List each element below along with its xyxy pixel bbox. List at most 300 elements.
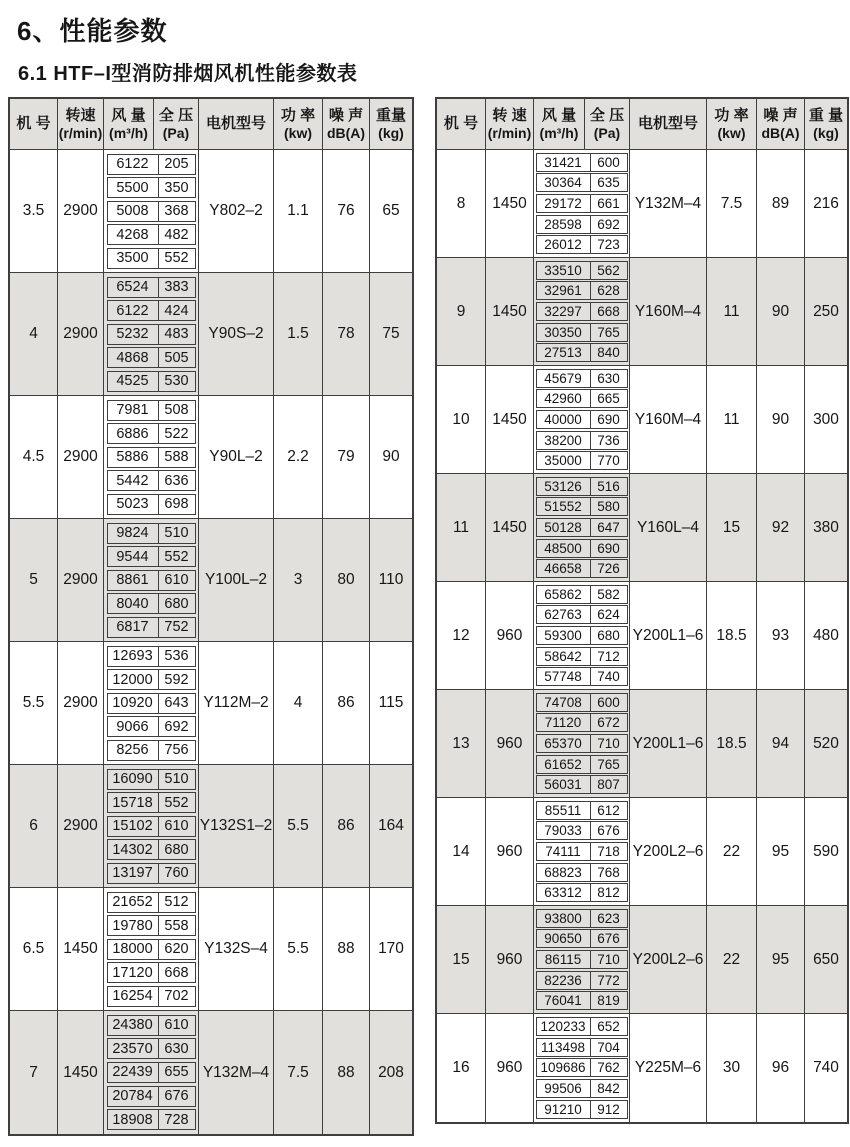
pressure-value: 772 bbox=[597, 972, 620, 988]
flow-value: 17120 bbox=[108, 963, 159, 982]
pressure-value: 760 bbox=[164, 865, 189, 881]
power-cell: 11 bbox=[707, 366, 757, 474]
pressure-value: 562 bbox=[597, 262, 620, 278]
column-header-label: 风 量 bbox=[541, 106, 577, 124]
column-header-label: 全 压 bbox=[589, 106, 625, 124]
flow-pressure-row bbox=[536, 1100, 628, 1119]
flow-pressure-row bbox=[107, 371, 196, 392]
flow-pressure-row bbox=[107, 1015, 196, 1036]
noise-cell: 96 bbox=[757, 1014, 805, 1122]
fan-number-cell: 4.5 bbox=[10, 396, 58, 519]
weight-cell: 480 bbox=[805, 582, 847, 690]
column-header bbox=[805, 99, 847, 150]
pressure-value: 740 bbox=[597, 669, 620, 685]
power-cell: 5.5 bbox=[274, 765, 323, 888]
motor-model-cell: Y200L1–6 bbox=[630, 582, 707, 690]
noise-cell: 95 bbox=[757, 906, 805, 1014]
column-header-unit: (r/min) bbox=[487, 124, 532, 141]
flow-pressure-row bbox=[536, 323, 628, 342]
fan-number-cell: 11 bbox=[437, 474, 486, 582]
flow-pressure-row bbox=[107, 740, 196, 761]
pressure-value: 690 bbox=[597, 540, 620, 556]
pressure-value: 636 bbox=[164, 472, 189, 489]
flow-pressure-cell bbox=[104, 765, 199, 888]
motor-model-cell: Y160L–4 bbox=[630, 474, 707, 582]
pressure-value: 205 bbox=[164, 156, 189, 172]
pressure-value: 530 bbox=[164, 373, 189, 389]
flow-value: 42960 bbox=[537, 390, 591, 407]
motor-model-cell: Y100L–2 bbox=[199, 519, 274, 642]
speed-cell: 960 bbox=[486, 582, 534, 690]
pressure-value: 819 bbox=[597, 993, 620, 1009]
speed-cell: 960 bbox=[486, 798, 534, 906]
weight-cell: 110 bbox=[370, 519, 412, 642]
flow-value: 63312 bbox=[537, 884, 591, 901]
flow-pressure-row bbox=[107, 716, 196, 737]
noise-cell: 93 bbox=[757, 582, 805, 690]
flow-pressure-row bbox=[107, 816, 196, 837]
pressure-value: 676 bbox=[597, 823, 620, 839]
flow-value: 120233 bbox=[537, 1018, 591, 1035]
power-cell: 1.1 bbox=[274, 150, 323, 273]
flow-value: 30350 bbox=[537, 324, 591, 341]
motor-model-cell: Y112M–2 bbox=[199, 642, 274, 765]
pressure-value: 672 bbox=[597, 715, 620, 731]
flow-value: 32297 bbox=[537, 303, 591, 320]
pressure-value: 630 bbox=[164, 1040, 189, 1057]
weight-cell: 250 bbox=[805, 258, 847, 366]
noise-cell: 92 bbox=[757, 474, 805, 582]
power-cell: 22 bbox=[707, 798, 757, 906]
flow-value: 29172 bbox=[537, 195, 591, 212]
flow-pressure-row bbox=[107, 617, 196, 638]
flow-pressure-row bbox=[536, 1038, 628, 1057]
flow-value: 38200 bbox=[537, 432, 591, 449]
power-cell: 4 bbox=[274, 642, 323, 765]
pressure-value: 736 bbox=[597, 432, 620, 448]
flow-value: 65862 bbox=[537, 586, 591, 603]
flow-value: 20784 bbox=[108, 1087, 159, 1106]
flow-value: 31421 bbox=[537, 154, 591, 171]
flow-pressure-cell bbox=[534, 150, 630, 258]
pressure-value: 510 bbox=[164, 771, 189, 787]
flow-value: 28598 bbox=[537, 216, 591, 233]
flow-value: 56031 bbox=[537, 776, 591, 793]
flow-value: 8256 bbox=[108, 741, 159, 760]
pressure-value: 680 bbox=[164, 841, 189, 858]
fan-number-cell: 7 bbox=[10, 1011, 58, 1134]
flow-pressure-row bbox=[536, 667, 628, 686]
motor-model-cell: Y802–2 bbox=[199, 150, 274, 273]
power-cell: 7.5 bbox=[707, 150, 757, 258]
flow-value: 8861 bbox=[108, 571, 159, 590]
flow-pressure-cell bbox=[104, 519, 199, 642]
column-header-label: 全 压 bbox=[158, 106, 194, 124]
column-header-label: 噪 声 bbox=[763, 106, 798, 124]
power-cell: 18.5 bbox=[707, 582, 757, 690]
pressure-value: 612 bbox=[597, 802, 620, 818]
pressure-value: 812 bbox=[597, 885, 620, 901]
flow-pressure-row bbox=[107, 693, 196, 714]
flow-value: 5008 bbox=[108, 202, 159, 221]
flow-pressure-row bbox=[107, 915, 196, 936]
pressure-value: 842 bbox=[597, 1081, 620, 1097]
pressure-value: 628 bbox=[597, 283, 620, 299]
performance-table-left bbox=[8, 97, 414, 1136]
flow-value: 23570 bbox=[108, 1039, 159, 1058]
column-header-unit: dB(A) bbox=[326, 124, 366, 141]
flow-pressure-row bbox=[536, 909, 628, 928]
flow-pressure-row bbox=[107, 494, 196, 515]
flow-value: 15718 bbox=[108, 793, 159, 812]
column-header-label: 机 号 bbox=[16, 115, 51, 132]
flow-pressure-row bbox=[107, 523, 196, 544]
column-header-label: 重 量 bbox=[808, 106, 844, 124]
speed-cell: 1450 bbox=[486, 474, 534, 582]
fan-number-cell: 6.5 bbox=[10, 888, 58, 1011]
pressure-value: 368 bbox=[164, 203, 189, 219]
flow-pressure-row bbox=[536, 863, 628, 882]
flow-pressure-row bbox=[107, 447, 196, 468]
page-subtitle: 6.1 HTF–I型消防排烟风机性能参数表 bbox=[18, 63, 358, 85]
pressure-value: 510 bbox=[164, 525, 189, 541]
column-header-label: 噪 声 bbox=[328, 106, 364, 124]
flow-value: 4268 bbox=[108, 225, 159, 244]
flow-value: 59300 bbox=[537, 627, 591, 644]
flow-value: 6817 bbox=[108, 618, 159, 637]
pressure-value: 635 bbox=[597, 175, 620, 191]
flow-pressure-row bbox=[107, 300, 196, 321]
flow-pressure-row bbox=[536, 755, 628, 774]
weight-cell: 75 bbox=[370, 273, 412, 396]
flow-pressure-cell bbox=[104, 396, 199, 519]
flow-value: 91210 bbox=[537, 1101, 591, 1118]
pressure-value: 522 bbox=[164, 425, 189, 442]
flow-value: 65370 bbox=[537, 735, 591, 752]
flow-pressure-row bbox=[107, 570, 196, 591]
flow-value: 22439 bbox=[108, 1063, 159, 1082]
flow-value: 6886 bbox=[108, 424, 159, 443]
pressure-value: 712 bbox=[597, 648, 620, 664]
flow-pressure-row bbox=[536, 585, 628, 604]
flow-value: 21652 bbox=[108, 893, 159, 912]
flow-value: 61652 bbox=[537, 756, 591, 773]
motor-model-cell: Y160M–4 bbox=[630, 366, 707, 474]
flow-value: 62763 bbox=[537, 606, 591, 623]
speed-cell: 1450 bbox=[486, 150, 534, 258]
pressure-value: 383 bbox=[164, 279, 189, 295]
pressure-value: 840 bbox=[597, 345, 620, 361]
column-header bbox=[323, 99, 370, 150]
noise-cell: 94 bbox=[757, 690, 805, 798]
flow-pressure-cell bbox=[534, 1014, 630, 1122]
flow-pressure-row bbox=[536, 451, 628, 470]
flow-pressure-row bbox=[107, 248, 196, 269]
column-header bbox=[630, 99, 707, 150]
flow-value: 32961 bbox=[537, 282, 591, 299]
column-header-unit: (Pa) bbox=[162, 124, 190, 141]
flow-value: 18908 bbox=[108, 1110, 159, 1129]
flow-pressure-cell bbox=[104, 642, 199, 765]
column-header bbox=[10, 99, 58, 150]
power-cell: 30 bbox=[707, 1014, 757, 1122]
flow-value: 4868 bbox=[108, 348, 159, 367]
column-header bbox=[707, 99, 757, 150]
column-header bbox=[104, 99, 154, 150]
pressure-value: 702 bbox=[164, 988, 189, 1004]
column-header bbox=[370, 99, 412, 150]
flow-pressure-row bbox=[536, 302, 628, 321]
flow-value: 12693 bbox=[108, 647, 159, 666]
column-header-unit: (kw) bbox=[717, 124, 746, 141]
flow-pressure-cell bbox=[534, 582, 630, 690]
flow-pressure-cell bbox=[534, 906, 630, 1014]
column-header bbox=[58, 99, 104, 150]
pressure-value: 652 bbox=[597, 1018, 620, 1034]
speed-cell: 960 bbox=[486, 1014, 534, 1122]
pressure-value: 600 bbox=[597, 694, 620, 710]
flow-pressure-row bbox=[536, 605, 628, 624]
flow-value: 58642 bbox=[537, 648, 591, 665]
power-cell: 18.5 bbox=[707, 690, 757, 798]
flow-pressure-cell bbox=[104, 888, 199, 1011]
column-header bbox=[199, 99, 274, 150]
motor-model-cell: Y132M–4 bbox=[630, 150, 707, 258]
weight-cell: 170 bbox=[370, 888, 412, 1011]
flow-value: 15102 bbox=[108, 817, 159, 836]
flow-value: 74708 bbox=[537, 694, 591, 711]
flow-pressure-row bbox=[536, 775, 628, 794]
flow-pressure-row bbox=[536, 971, 628, 990]
flow-pressure-row bbox=[107, 593, 196, 614]
pressure-value: 726 bbox=[597, 561, 620, 577]
flow-pressure-row bbox=[107, 324, 196, 345]
flow-pressure-row bbox=[536, 1058, 628, 1077]
column-header bbox=[534, 99, 585, 150]
flow-value: 27513 bbox=[537, 344, 591, 361]
flow-pressure-row bbox=[536, 1017, 628, 1036]
pressure-value: 692 bbox=[164, 718, 189, 735]
column-header-label: 转速 bbox=[65, 106, 96, 124]
column-header-label: 电机型号 bbox=[205, 115, 266, 132]
flow-value: 71120 bbox=[537, 714, 591, 731]
fan-number-cell: 5.5 bbox=[10, 642, 58, 765]
column-header bbox=[274, 99, 323, 150]
flow-value: 50128 bbox=[537, 519, 591, 536]
noise-cell: 90 bbox=[757, 366, 805, 474]
noise-cell: 86 bbox=[323, 642, 370, 765]
flow-value: 48500 bbox=[537, 540, 591, 557]
pressure-value: 512 bbox=[164, 894, 189, 910]
fan-number-cell: 6 bbox=[10, 765, 58, 888]
flow-pressure-row bbox=[536, 626, 628, 645]
weight-cell: 90 bbox=[370, 396, 412, 519]
flow-pressure-row bbox=[536, 559, 628, 578]
flow-value: 109686 bbox=[537, 1059, 591, 1076]
speed-cell: 2900 bbox=[58, 396, 104, 519]
flow-pressure-cell bbox=[534, 366, 630, 474]
flow-pressure-row bbox=[536, 235, 628, 254]
flow-value: 9544 bbox=[108, 547, 159, 566]
flow-pressure-cell bbox=[534, 474, 630, 582]
flow-pressure-row bbox=[536, 343, 628, 362]
flow-value: 6524 bbox=[108, 278, 159, 297]
flow-pressure-row bbox=[107, 839, 196, 860]
column-header-label: 重量 bbox=[375, 106, 406, 124]
pressure-value: 643 bbox=[164, 695, 189, 711]
pressure-value: 552 bbox=[164, 794, 189, 811]
flow-value: 33510 bbox=[537, 262, 591, 279]
noise-cell: 88 bbox=[323, 888, 370, 1011]
flow-value: 82236 bbox=[537, 972, 591, 989]
pressure-value: 424 bbox=[164, 302, 189, 319]
pressure-value: 710 bbox=[597, 735, 620, 751]
speed-cell: 2900 bbox=[58, 273, 104, 396]
column-header bbox=[437, 99, 486, 150]
pressure-value: 692 bbox=[597, 216, 620, 232]
flow-value: 6122 bbox=[108, 155, 159, 174]
flow-pressure-row bbox=[536, 883, 628, 902]
weight-cell: 216 bbox=[805, 150, 847, 258]
flow-value: 51552 bbox=[537, 498, 591, 515]
flow-value: 74111 bbox=[537, 843, 591, 860]
flow-value: 24380 bbox=[108, 1016, 159, 1035]
fan-number-cell: 4 bbox=[10, 273, 58, 396]
flow-value: 12000 bbox=[108, 670, 159, 689]
column-header-label: 电机型号 bbox=[637, 115, 698, 132]
flow-value: 3500 bbox=[108, 249, 159, 268]
pressure-value: 623 bbox=[597, 910, 620, 926]
flow-value: 5023 bbox=[108, 495, 159, 514]
flow-pressure-row bbox=[107, 154, 196, 175]
flow-pressure-row bbox=[536, 821, 628, 840]
weight-cell: 115 bbox=[370, 642, 412, 765]
flow-pressure-row bbox=[536, 410, 628, 429]
pressure-value: 483 bbox=[164, 326, 189, 342]
column-header-unit: (m³/h) bbox=[109, 124, 148, 141]
flow-value: 79033 bbox=[537, 822, 591, 839]
pressure-value: 756 bbox=[164, 742, 189, 758]
flow-pressure-cell bbox=[104, 1011, 199, 1134]
pressure-value: 665 bbox=[597, 391, 620, 407]
flow-pressure-cell bbox=[104, 150, 199, 273]
performance-table-right bbox=[435, 97, 849, 1124]
fan-number-cell: 10 bbox=[437, 366, 486, 474]
speed-cell: 1450 bbox=[486, 258, 534, 366]
column-header-unit: (Pa) bbox=[593, 124, 621, 141]
pressure-value: 582 bbox=[597, 586, 620, 602]
flow-value: 4525 bbox=[108, 372, 159, 391]
motor-model-cell: Y132S–4 bbox=[199, 888, 274, 1011]
flow-value: 6122 bbox=[108, 301, 159, 320]
fan-number-cell: 13 bbox=[437, 690, 486, 798]
pressure-value: 710 bbox=[597, 951, 620, 967]
pressure-value: 762 bbox=[597, 1060, 620, 1076]
pressure-value: 690 bbox=[597, 411, 620, 427]
fan-number-cell: 5 bbox=[10, 519, 58, 642]
pressure-value: 704 bbox=[597, 1039, 620, 1055]
flow-value: 16090 bbox=[108, 770, 159, 789]
weight-cell: 520 bbox=[805, 690, 847, 798]
power-cell: 11 bbox=[707, 258, 757, 366]
noise-cell: 76 bbox=[323, 150, 370, 273]
column-header-label: 功 率 bbox=[714, 106, 749, 124]
flow-pressure-cell bbox=[534, 690, 630, 798]
motor-model-cell: Y200L1–6 bbox=[630, 690, 707, 798]
flow-pressure-row bbox=[536, 431, 628, 450]
noise-cell: 90 bbox=[757, 258, 805, 366]
pressure-value: 668 bbox=[164, 964, 189, 981]
flow-pressure-row bbox=[536, 1079, 628, 1098]
pressure-value: 588 bbox=[164, 449, 189, 465]
flow-pressure-row bbox=[536, 477, 628, 496]
flow-value: 10920 bbox=[108, 694, 159, 713]
flow-value: 46658 bbox=[537, 560, 591, 577]
pressure-value: 350 bbox=[164, 179, 189, 196]
column-header bbox=[486, 99, 534, 150]
column-header-unit: (r/min) bbox=[58, 124, 103, 141]
speed-cell: 2900 bbox=[58, 642, 104, 765]
noise-cell: 80 bbox=[323, 519, 370, 642]
motor-model-cell: Y132S1–2 bbox=[199, 765, 274, 888]
pressure-value: 768 bbox=[597, 864, 620, 880]
flow-value: 45679 bbox=[537, 370, 591, 387]
pressure-value: 508 bbox=[164, 402, 189, 418]
flow-pressure-row bbox=[107, 1062, 196, 1083]
speed-cell: 2900 bbox=[58, 519, 104, 642]
motor-model-cell: Y225M–6 bbox=[630, 1014, 707, 1122]
weight-cell: 300 bbox=[805, 366, 847, 474]
pressure-value: 668 bbox=[597, 303, 620, 319]
motor-model-cell: Y200L2–6 bbox=[630, 906, 707, 1014]
flow-pressure-row bbox=[536, 389, 628, 408]
flow-value: 68823 bbox=[537, 864, 591, 881]
weight-cell: 650 bbox=[805, 906, 847, 1014]
flow-value: 5886 bbox=[108, 448, 159, 467]
flow-pressure-row bbox=[536, 215, 628, 234]
flow-pressure-row bbox=[536, 281, 628, 300]
weight-cell: 208 bbox=[370, 1011, 412, 1134]
flow-value: 5500 bbox=[108, 178, 159, 197]
column-header bbox=[757, 99, 805, 150]
pressure-value: 592 bbox=[164, 671, 189, 688]
pressure-value: 912 bbox=[597, 1102, 620, 1118]
motor-model-cell: Y160M–4 bbox=[630, 258, 707, 366]
fan-number-cell: 12 bbox=[437, 582, 486, 690]
pressure-value: 807 bbox=[597, 777, 620, 793]
pressure-value: 661 bbox=[597, 195, 620, 211]
pressure-value: 765 bbox=[597, 756, 620, 772]
noise-cell: 79 bbox=[323, 396, 370, 519]
page-title: 6、性能参数 bbox=[17, 16, 168, 46]
flow-value: 57748 bbox=[537, 668, 591, 685]
flow-pressure-row bbox=[107, 962, 196, 983]
flow-pressure-row bbox=[107, 669, 196, 690]
speed-cell: 2900 bbox=[58, 765, 104, 888]
pressure-value: 752 bbox=[164, 619, 189, 635]
flow-pressure-row bbox=[536, 539, 628, 558]
weight-cell: 740 bbox=[813, 1059, 839, 1076]
flow-value: 18000 bbox=[108, 940, 159, 959]
flow-pressure-row bbox=[536, 261, 628, 280]
flow-pressure-row bbox=[107, 347, 196, 368]
pressure-value: 505 bbox=[164, 349, 189, 366]
flow-pressure-row bbox=[107, 423, 196, 444]
power-cell: 7.5 bbox=[274, 1011, 323, 1134]
column-header-label: 转 速 bbox=[492, 106, 527, 124]
pressure-value: 610 bbox=[164, 572, 189, 588]
flow-pressure-row bbox=[107, 546, 196, 567]
